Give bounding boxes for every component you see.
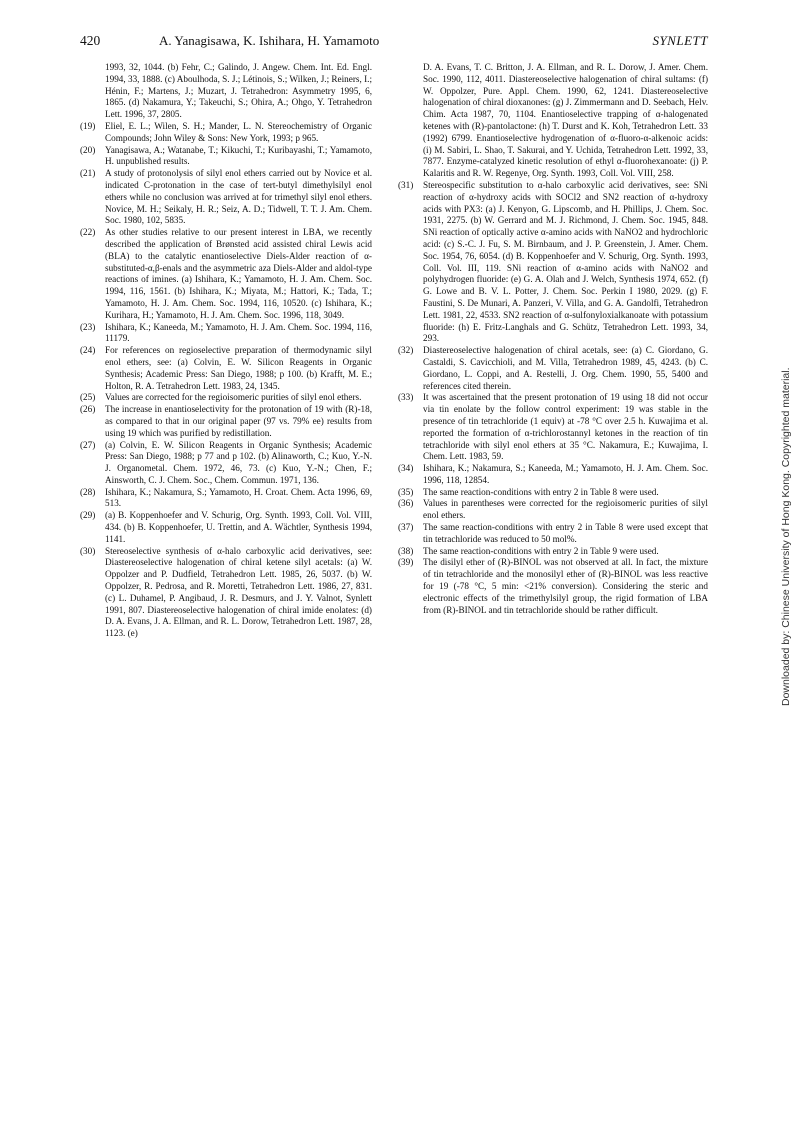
reference-text: The increase in enantioselectivity for the protonation of 19 with (R)-18, as compared to that in our original paper (97 vs. 79% ee) results from using 19 which was purified by redistillation. — [105, 404, 372, 438]
reference-number: (35) — [398, 486, 414, 497]
reference-entry — [80, 227, 372, 321]
reference-entry — [80, 62, 372, 121]
left-column — [80, 62, 372, 640]
reference-entry — [80, 322, 372, 346]
reference-entry — [398, 392, 708, 463]
reference-number: (19) — [80, 120, 96, 131]
reference-number: (37) — [398, 522, 414, 533]
reference-text: Stereospecific substitution to α-halo carboxylic acid derivatives, see: SNi reaction of α-hydroxy acids with SOCl2 and SN2 reaction of α-hydroxy acids with PX3: (a) J. Kenyon, G. Lipscomb, and H. Phillips, J. Chem. Soc. 1931, 2275. (b) W. Gerrard and M. J. Richmond, J. Chem. Soc. 1945, 848. SNi reaction of optically active α-amino acids with NaNO2 and hydrochloric acid: (c) S.-C. J. Fu, S. M. Birnbaum, and J. P. Greenstein, J. Amer. Chem. Soc. 1954, 76, 6054. (d) B. Koppenhoefer and V. Schurig, Org. Synth. 1993, Coll. Vol. III, 119. SNi reaction of α-amino acids with NaNO2 and polyhydrogen fluoride: (e) G. A. Olah and J. Welch, Synthesis 1974, 652. (f) G. Lowe and B. V. L. Potter, J. Chem. Soc. Perkin I 1980, 2029. (g) F. Faustini, S. De Munari, A. Panzeri, V. Villa, and G. A. Gandolfi, Tetrahedron Lett. 1981, 22, 4533. SN2 reaction of α-sulfonyloxialkanoate with potassium fluoride: (h) E. Fritz-Langhals and G. Schütz, Tetrahedron Lett. 1993, 34, 293. — [423, 179, 708, 344]
reference-text: Stereoselective synthesis of α-halo carboxylic acid derivatives, see: Diastereoselective halogenation of chiral ketene silyl acetals: (a) W. Oppolzer and P. Dudfield, Tetrahedron Lett. 1985, 26, 5037. (b) W. Oppolzer, R. Pedrosa, and R. Moretti, Tetrahedron Lett. 1986, 27, 831. (c) L. Duhamel, P. Angibaud, J. R. Desmurs, and J. Y. Valnot, Synlett 1991, 807. Diastereoselective halogenation of chiral imide enolates: (d) D. A. Evans, J. A. Ellman, and R. L. Dorow, Tetrahedron Lett. 1987, 28, 1123. (e) — [105, 545, 372, 639]
running-authors: A. Yanagisawa, K. Ishihara, H. Yamamoto — [159, 33, 380, 48]
reference-entry — [80, 345, 372, 392]
reference-text: Values are corrected for the regioisomeric purities of silyl enol ethers. — [105, 392, 362, 403]
reference-number: (20) — [80, 144, 96, 155]
reference-entry — [80, 404, 372, 439]
reference-text: A study of protonolysis of silyl enol ethers carried out by Novice et al. indicated C-protonation in the case of tert-butyl dimethylsilyl enol ethers while no conclusion was arrived at for trimethyl silyl enol ethers. Novice, M. H.; Seikaly, H. R.; Seiz, A. D.; Tidwell, T. T. J. Am. Chem. Soc. 1980, 102, 5835. — [105, 168, 372, 226]
reference-text: Eliel, E. L.; Wilen, S. H.; Mander, L. N. Stereochemistry of Organic Compounds; John Wiley & Sons: New York, 1993; p 965. — [105, 120, 372, 143]
reference-entry — [80, 168, 372, 227]
reference-entry — [80, 121, 372, 145]
reference-text: The same reaction-conditions with entry 2 in Table 9 were used. — [423, 545, 659, 556]
reference-entry — [80, 392, 372, 404]
reference-number: (31) — [398, 179, 414, 190]
reference-entry — [80, 440, 372, 487]
download-watermark: Downloaded by: Chinese University of Hong Kong. Copyrighted material. — [780, 367, 792, 706]
reference-number: (27) — [80, 439, 96, 450]
reference-number: (21) — [80, 168, 96, 179]
reference-text: As other studies relative to our present interest in LBA, we recently described the application of Brønsted acid assisted chiral Lewis acid (BLA) to the catalytic enantioselective Diels-Alder reaction of α-substituted-α,β-enals and the asymmetric aza Diels-Alder and aldol-type reactions of imines. (a) Ishihara, K.; Yamamoto, H. J. Am. Chem. Soc. 1994, 116, 1561. (b) Ishihara, K.; Miyata, M.; Hattori, K.; Tada, T.; Yamamoto, H. J. Am. Chem. Soc. 1994, 116, 10520. (c) Ishihara, K.; Kurihara, H.; Yamamoto, H. J. Am. Chem. Soc. 1996, 118, 3049. — [105, 227, 372, 320]
reference-number: (38) — [398, 545, 414, 556]
reference-entry — [398, 487, 708, 499]
reference-number: (33) — [398, 392, 414, 403]
reference-text: Yanagisawa, A.; Watanabe, T.; Kikuchi, T.; Kuribayashi, T.; Yamamoto, H. unpublished results. — [105, 144, 372, 167]
reference-number: (23) — [80, 321, 96, 332]
right-column — [398, 62, 708, 616]
reference-text: The disilyl ether of (R)-BINOL was not observed at all. In fact, the mixture of tin tetrachloride and the monosilyl ether of (R)-BINOL was less reactive for 19 (-78 °C, 5 min: <21% conversion). Considering the steric and electronic effects of the trimethylsilyl group, the rigid formation of LBA from (R)-BINOL and tin tetrachloride should be rather difficult. — [423, 557, 708, 615]
reference-text: The same reaction-conditions with entry 2 in Table 8 were used. — [423, 486, 659, 497]
reference-text: The same reaction-conditions with entry 2 in Table 8 were used except that tin tetrachloride was reduced to 50 mol%. — [423, 522, 708, 544]
reference-text: 1993, 32, 1044. (b) Fehr, C.; Galindo, J. Angew. Chem. Int. Ed. Engl. 1994, 33, 1888. (c) Aboulhoda, S. J.; Létinois, S.; Wilken, J.; Reiners, I.; Hénin, F.; Martens, J.; Muzart, J. Tetrahedron: Asymmetry 1995, 6, 1865. (d) Nakamura, Y.; Takeuchi, S.; Ohira, A.; Ohgo, Y. Tetrahedron Lett. 1996, 37, 2805. — [105, 62, 372, 120]
reference-text: Ishihara, K.; Kaneeda, M.; Yamamoto, H. J. Am. Chem. Soc. 1994, 116, 11179. — [105, 321, 372, 344]
reference-number: (32) — [398, 345, 414, 356]
reference-number: (30) — [80, 545, 96, 556]
reference-entry — [398, 546, 708, 558]
reference-entry — [398, 463, 708, 487]
page-header — [80, 33, 708, 53]
reference-text: D. A. Evans, T. C. Britton, J. A. Ellman, and R. L. Dorow, J. Amer. Chem. Soc. 1990, 112, 4011. Diastereoselective halogenation of chiral sultams: (f) W. Oppolzer, Pure. Appl. Chem. 1990, 62, 1241. Diastereoselective halogenation of chiral dioxanones: (g) J. Zimmermann and D. Seebach, Helv. Chim. Acta 1987, 70, 1104. Enantioselective trapping of α-halogenated ketenes with (R)-pantolactone: (h) T. Durst and K. Koh, Tetrahedron Lett. 33 (1992) 6799. Enantioselective hydrogenation of α-fluoro-α-alkenoic acids: (i) M. Sabiri, L. Shao, T. Sakurai, and Y. Uchida, Tetrahedron Lett. 1992, 33, 7877. Enzyme-catalyzed kinetic resolution of ethyl α-fluorohexanoate: (j) P. Kalaritis and R. W. Regenye, Org. Synth. 1993, Coll. Vol. VIII, 258. — [423, 62, 708, 179]
reference-number: (22) — [80, 227, 96, 238]
reference-entry — [398, 180, 708, 345]
reference-text: It was ascertained that the present protonation of 19 using 18 did not occur via tin enolate by the follow control experiment: 19 was stable in the presence of tin tetrachloride (1 equiv) at -78 °C over 2.5 h. Kuwajima et al. reported the formation of α-trichlorostannyl ketones in the reaction of tin tetrachloride with silyl enol ethers at 35 °C. Nakamura, E.; Kuwajima, I. Chem. Lett. 1983, 59. — [423, 392, 708, 462]
reference-number: (34) — [398, 463, 414, 474]
reference-text: For references on regioselective preparation of thermodynamic silyl enol ethers, see: (a) Colvin, E. W. Silicon Reagents in Organic Synthesis; Academic Press: San Diego, 1988; p 100. (b) Krafft, M. E.; Holton, R. A. Tetrahedron Lett. 1983, 24, 1345. — [105, 345, 372, 391]
page-number: 420 — [80, 33, 101, 48]
reference-text: (a) B. Koppenhoefer and V. Schurig, Org. Synth. 1993, Coll. Vol. VIII, 434. (b) B. Koppenhoefer, U. Trettin, and A. Wächtler, Synthesis 1994, 1141. — [105, 510, 372, 544]
reference-entry — [398, 557, 708, 616]
reference-text: Ishihara, K.; Nakamura, S.; Yamamoto, H. Croat. Chem. Acta 1996, 69, 513. — [105, 486, 372, 509]
reference-entry — [80, 546, 372, 640]
reference-number: (28) — [80, 486, 96, 497]
journal-name: SYNLETT — [652, 33, 708, 48]
reference-text: Values in parentheses were corrected for the regioisomeric purities of silyl enol ethers. — [423, 498, 708, 521]
reference-entry — [398, 498, 708, 522]
reference-number: (24) — [80, 345, 96, 356]
reference-number: (29) — [80, 510, 96, 521]
reference-number: (25) — [80, 392, 96, 403]
reference-number: (36) — [398, 498, 414, 509]
reference-entry — [80, 145, 372, 169]
reference-text: Diastereoselective halogenation of chiral acetals, see: (a) C. Giordano, G. Castaldi, S. Cavicchioli, and M. Villa, Tetrahedron 1989, 45, 4243. (b) C. Giordano, L. Coppi, and A. Restelli, J. Org. Chem. 1990, 55, 5400 and references cited therein. — [423, 345, 708, 391]
reference-entry — [80, 510, 372, 545]
reference-text: (a) Colvin, E. W. Silicon Reagents in Organic Synthesis; Academic Press: San Diego, 1988; p 77 and p 102. (b) Alinaworth, C.; Kuo, Y.-N. J. Organometal. Chem. 1972, 46, 73. (c) Kuo, Y.-N.; Chen, F.; Ainsworth, C. J. Chem. Soc., Chem. Commun. 1971, 136. — [105, 439, 372, 485]
reference-number: (39) — [398, 557, 414, 568]
reference-entry — [398, 62, 708, 180]
reference-entry — [398, 522, 708, 546]
reference-entry — [80, 487, 372, 511]
reference-entry — [398, 345, 708, 392]
reference-number: (26) — [80, 404, 96, 415]
reference-text: Ishihara, K.; Nakamura, S.; Kaneeda, M.; Yamamoto, H. J. Am. Chem. Soc. 1996, 118, 12854. — [423, 463, 708, 485]
